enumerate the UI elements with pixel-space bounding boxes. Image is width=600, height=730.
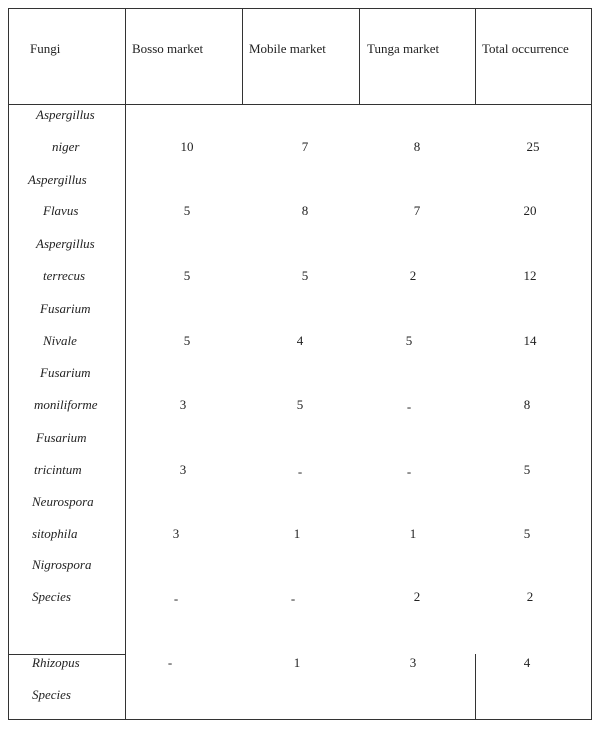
mobile-value: 5 [301,268,309,283]
fungi-name-line1: Nigrospora [32,557,92,572]
bosso-value: 3 [179,397,187,412]
mobile-value: 8 [301,203,309,218]
tunga-value: 3 [409,655,417,670]
fungi-name-line1: Rhizopus [32,655,80,670]
table-header-divider [8,104,592,105]
fungi-name-line1: Neurospora [32,494,94,509]
header-bosso-market: Bosso market [132,41,204,56]
total-value: 8 [523,397,531,412]
mobile-value: - [290,591,296,606]
fungi-name-line1: Fusarium [40,301,91,316]
total-value: 5 [523,462,531,477]
table-border-left [8,8,9,720]
column-divider-2 [242,8,243,105]
bosso-value: - [173,591,179,606]
tunga-value: - [406,464,412,479]
bosso-value: 3 [172,526,180,541]
table-border-right [591,8,592,720]
header-fungi: Fungi [30,41,61,56]
fungi-name-line2: niger [52,139,80,154]
fungi-name-line1: Aspergillus [36,107,95,122]
column-divider-4-lower [475,654,476,720]
tunga-value: 8 [413,139,421,154]
bosso-value: 10 [180,139,194,154]
tunga-value: 7 [413,203,421,218]
mobile-value: 5 [296,397,304,412]
fungi-name-line2: Flavus [43,203,79,218]
mobile-value: 1 [293,526,301,541]
mobile-value: 1 [293,655,301,670]
table-border-top [8,8,592,9]
tunga-value: 5 [405,333,413,348]
total-value: 5 [523,526,531,541]
tunga-value: 2 [409,268,417,283]
fungi-name-line1: Fusarium [36,430,87,445]
fungi-name-line1: Aspergillus [28,172,87,187]
total-value: 14 [523,333,537,348]
fungi-name-line2: Species [32,687,71,702]
total-value: 4 [523,655,531,670]
bosso-value: 5 [183,268,191,283]
mobile-value: 4 [296,333,304,348]
total-value: 12 [523,268,537,283]
tunga-value: 1 [409,526,417,541]
bosso-value: 3 [179,462,187,477]
fungi-name-line2: sitophila [32,526,78,541]
total-value: 20 [523,203,537,218]
tunga-value: - [406,399,412,414]
tunga-value: 2 [413,589,421,604]
column-divider-4 [475,8,476,105]
fungi-name-line1: Fusarium [40,365,91,380]
column-divider-3 [359,8,360,105]
fungi-name-line2: terrecus [43,268,86,283]
bosso-value: - [167,655,173,670]
header-mobile-market: Mobile market [249,41,326,56]
bosso-value: 5 [183,203,191,218]
mobile-value: 7 [301,139,309,154]
fungi-name-line1: Aspergillus [36,236,95,251]
fungi-name-line2: tricintum [34,462,82,477]
header-tunga-market: Tunga market [367,41,440,56]
bosso-value: 5 [183,333,191,348]
total-value: 25 [526,139,540,154]
header-total-occurrence: Total occurrence [482,41,569,56]
column-divider-1 [125,8,126,720]
fungi-name-line2: moniliforme [34,397,98,412]
fungi-name-line2: Nivale [43,333,77,348]
mobile-value: - [297,464,303,479]
table-border-bottom [8,719,592,720]
total-value: 2 [526,589,534,604]
fungi-name-line2: Species [32,589,71,604]
